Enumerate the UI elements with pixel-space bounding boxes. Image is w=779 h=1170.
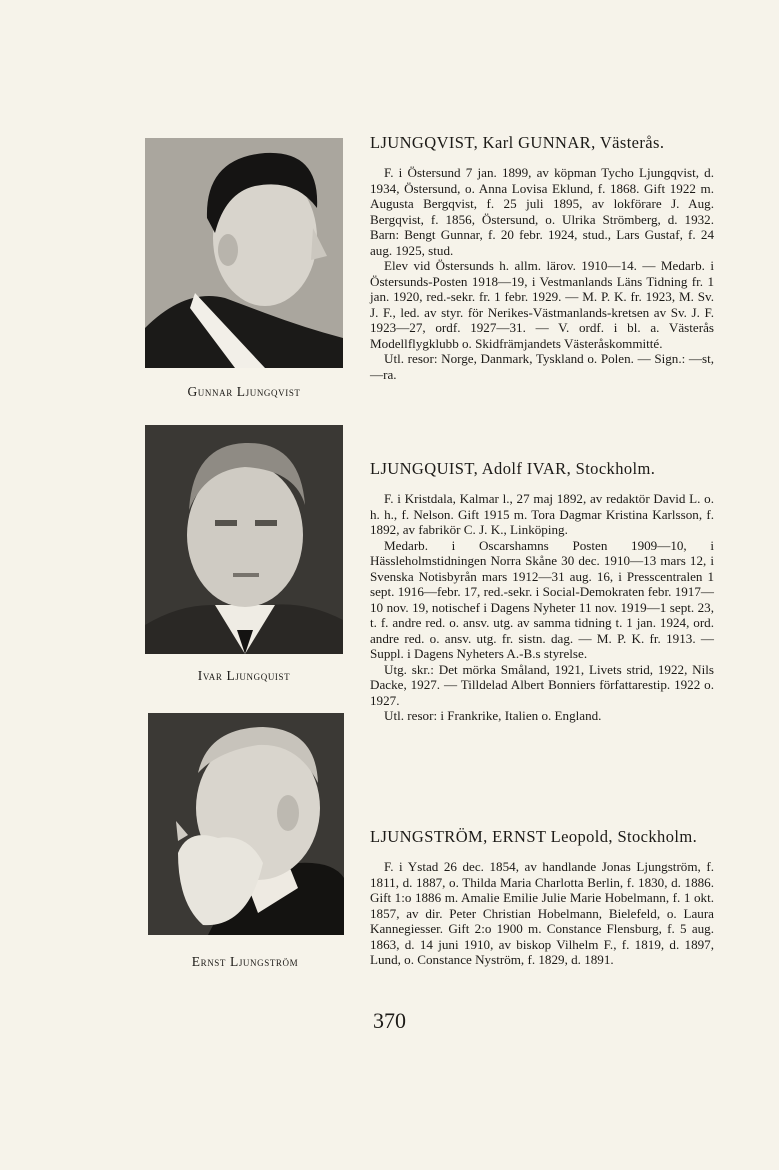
entry-body [370, 165, 714, 382]
portrait-caption: Gunnar Ljungqvist [187, 384, 301, 399]
biography-entry [370, 133, 714, 382]
entry-heading: LJUNGSTRÖM, ERNST Leopold, Stockholm. [370, 827, 698, 846]
entry-paragraph: Medarb. i Oscarshamns Posten 1909—10, i Hässleholmstidningen Norra Skåne 30 dec. 1910—13 mars 12, i Svenska Notisbyrån mars 1912—31 aug. 16, i Presscentralen 1 sept. 1916—febr. 17, red.-sekr. i Social-Demokraten febr. 1917—10 nov. 19, notischef i Dagens Nyheter 11 nov. 1919—1 sept. 23, t. f. andre red. o. ansv. utg. av samma tidning t. 1 jan. 1924, ord. andre red. o. ansv. utg. fr. sistn. dag. — M. P. K. fr. 1913. — Suppl. i Dagens Nyheters A.-B.s styrelse. [370, 537, 714, 661]
entry-paragraph: Elev vid Östersunds h. allm. lärov. 1910—14. — Medarb. i Östersunds-Posten 1918—19, i Vestmanlands Läns Tidning fr. 1 jan. 1920, red.-sekr. fr. 1 febr. 1929. — M. P. K. fr. 1923, M. Sv. J. F., led. av styr. för Nerikes-Västmanlands-kretsen av Sv. J. F. 1923—27, ordf. 1927—31. — V. ordf. i bl. a. Västerås Modellflygklubb o. Skidfrämjandets Västeråskommitté. [370, 258, 714, 351]
entry-paragraph: F. i Östersund 7 jan. 1899, av köpman Tycho Ljungqvist, d. 1934, Östersund, o. Anna Lovisa Eklund, f. 1868. Gift 1922 m. Augusta Bergqvist, f. 25 juli 1895, av lokförare J. Aug. Bergqvist, f. 1856, Östersund, o. Ulrika Strömberg, d. 1932. Barn: Bengt Gunnar, f. 20 febr. 1924, stud., Lars Gustaf, f. 24 aug. 1925, stud. [370, 165, 714, 258]
entry-heading: LJUNGQUIST, Adolf IVAR, Stockholm. [370, 459, 656, 478]
entry-paragraph: Utl. resor: i Frankrike, Italien o. England. [384, 708, 602, 723]
biography-entry [370, 459, 714, 724]
biography-entry [370, 827, 714, 968]
entry-body [370, 491, 714, 724]
portrait-caption: Ivar Ljungquist [197, 668, 291, 683]
entry-body [370, 859, 714, 968]
portrait-caption: Ernst Ljungström [191, 954, 299, 969]
portrait-photo-ivar [145, 425, 343, 654]
entry-paragraph: Utg. skr.: Det mörka Småland, 1921, Livets strid, 1922, Nils Dacke, 1927. — Tilldelad Albert Bonniers författarestip. 1922 o. 1927. [370, 661, 714, 708]
entry-paragraph: Utl. resor: Norge, Danmark, Tyskland o. Polen. — Sign.: —st, —ra. [370, 351, 714, 382]
entry-heading: LJUNGQVIST, Karl GUNNAR, Västerås. [370, 133, 665, 152]
entry-paragraph: F. i Kristdala, Kalmar l., 27 maj 1892, av redaktör David L. o. h. h., f. Nelson. Gift 1915 m. Tora Dagmar Kristina Karlsson, f. 1892, av fabrikör C. J. K., Linköping. [370, 491, 714, 537]
portrait-photo-ernst [148, 713, 344, 935]
page-number: 370 [373, 1008, 406, 1033]
portrait-photo-gunnar [145, 138, 343, 368]
entry-paragraph: F. i Ystad 26 dec. 1854, av handlande Jonas Ljungström, f. 1811, d. 1887, o. Thilda Maria Charlotta Berlin, f. 1830, d. 1886. Gift 1:o 1886 m. Amalie Emilie Julie Marie Hobelmann, f. 1 okt. 1857, av dir. Peter Christian Hobelmann, Bielefeld, o. Laura Kannegiesser. Gift 2:o 1900 m. Constance Flensburg, f. 5 aug. 1863, d. 14 juni 1910, av biskop Vilhelm F., f. 1819, d. 1897, Lund, o. Constance Nyström, f. 1829, d. 1891. [370, 859, 714, 967]
